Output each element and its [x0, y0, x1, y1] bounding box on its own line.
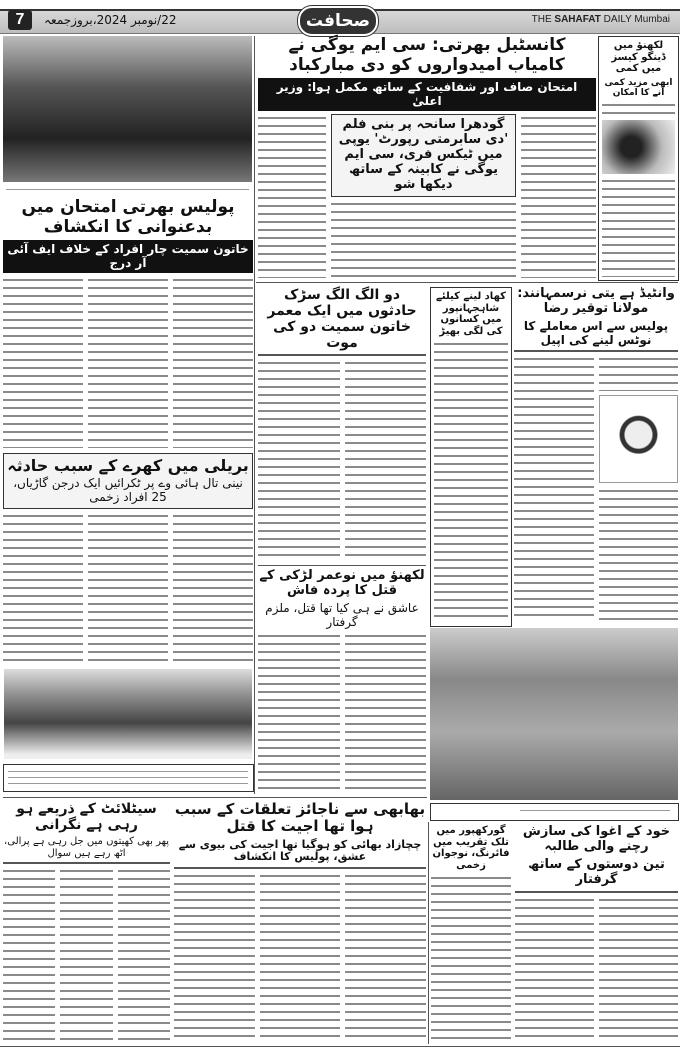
- page-number: 7: [8, 10, 32, 30]
- award-ceremony-photo: [4, 669, 252, 759]
- article-columns: [258, 359, 426, 562]
- story-godhra: [331, 114, 516, 278]
- article-text: [3, 867, 55, 1043]
- subhead-constable: امتحان صاف اور شفافیت کے ساتھ مکمل ہوا: وزیر اعلیٰ: [258, 78, 596, 111]
- headline-ajit: بھابھی سے ناجائز تعلقات کے سبب ہوا تھا اجیت کا قتل: [174, 800, 426, 836]
- subhead-student: تین دوستوں کے ساتھ گرفتار: [528, 856, 665, 887]
- photo-caption: [520, 807, 670, 815]
- article-text: [521, 114, 596, 278]
- column-rule: [254, 36, 255, 794]
- article-columns: [3, 276, 253, 448]
- article-text: [258, 632, 340, 793]
- article-text: [118, 867, 170, 1043]
- article-text: [3, 276, 83, 448]
- article-text: [599, 487, 679, 622]
- article-text: [88, 512, 168, 663]
- photo-caption: [8, 768, 248, 786]
- article-text: [599, 896, 678, 1043]
- story-gorakhpur: [431, 825, 511, 1043]
- mosquito-photo: [602, 120, 675, 174]
- divider: [3, 797, 427, 798]
- headline-fertilizer: کھاد لینے کیلئے شاہجہانپور میں کسانوں کی لگی بھیڑ: [436, 291, 506, 337]
- bottom-rule: [0, 1046, 680, 1047]
- story-lucknow-murder: [258, 569, 426, 793]
- divider: [3, 862, 170, 864]
- article-columns: [174, 872, 426, 1043]
- article-text: [258, 114, 326, 278]
- headline-gorakhpur: گورکھپور میں تلک تقریب میں فائرنگ، نوجوان زخمی: [432, 825, 510, 871]
- divider: [256, 282, 678, 283]
- headline-road-accidents: دو الگ الگ سڑک حادثوں میں ایک معمر خاتون سمیت دو کی موت: [267, 287, 417, 352]
- story-road-accidents: [258, 287, 426, 562]
- article-text: [345, 632, 427, 793]
- story-satellite: [3, 801, 170, 1043]
- dengue-box: [598, 36, 679, 281]
- headline-dengue: لکھنؤ میں ڈینگو کیسز میں کمی: [611, 40, 666, 74]
- article-columns: [514, 355, 678, 622]
- article-text: [88, 276, 168, 448]
- article-columns: [515, 896, 678, 1043]
- headline-godhra: گودھرا سانحہ پر بنی فلم 'دی سابرمتی رپورٹ' یوپی میں ٹیکس فری، سی ایم یوگی نے کابینہ کے ساتھ دیکھا شو: [338, 116, 509, 192]
- headline-wanted: وانٹیڈ ہے یتی نرسمہانند: مولانا توقیر رضا: [517, 286, 675, 316]
- column-rule: [428, 822, 429, 1044]
- article-text: [3, 512, 83, 663]
- article-columns: [258, 114, 596, 278]
- article-text: [514, 355, 594, 622]
- article-columns: [3, 867, 170, 1043]
- subhead-lucknow-murder: عاشق نے ہی کیا تھا قتل، ملزم گرفتار: [265, 600, 419, 629]
- masthead-logo: صحافت: [298, 6, 378, 36]
- article-columns: [258, 632, 426, 793]
- story-ajit: [174, 801, 426, 1043]
- article-text: [173, 276, 253, 448]
- story-student: [515, 825, 678, 1043]
- subhead-satellite: پھر بھی کھیتوں میں جل رہی ہے پرالی، اٹھ رہے ہیں سوال: [4, 836, 169, 859]
- bareilly-headline-box: [3, 453, 253, 509]
- divider: [174, 867, 426, 869]
- article-text: [434, 340, 508, 623]
- headline-police-exam: پولیس بھرتی امتحان میں بدعنوانی کا انکشاف: [21, 197, 235, 237]
- article-text: [515, 896, 594, 1043]
- headline-student: خود کے اغوا کی سازش رچنے والی طالبہ: [522, 824, 671, 854]
- brand-name: SAHAFAT: [554, 14, 601, 25]
- story-wanted: [514, 287, 678, 622]
- headline-satellite: سیٹلائٹ کے ذریعے ہو رہی ہے نگرانی: [16, 801, 157, 834]
- article-text: [345, 872, 426, 1043]
- headline-lucknow-murder: لکھنؤ میں نوعمر لڑکی کے قتل کا پردہ فاش: [259, 568, 425, 598]
- godhra-headline-box: [331, 114, 516, 197]
- article-text: [258, 359, 340, 562]
- article-columns: [3, 512, 253, 663]
- article-text: [431, 874, 511, 1043]
- divider: [258, 565, 426, 566]
- subhead-ajit: چچازاد بھائی کو ہوگیا تھا اجیت کی بیوی سے عشق، پولیس کا انکشاف: [178, 837, 422, 864]
- article-text: [331, 200, 516, 278]
- issue-date: 22/نومبر 2024،بروزجمعہ: [44, 13, 177, 27]
- article-column-with-portrait: [599, 355, 679, 622]
- headline-bareilly: بریلی میں کھرے کے سبب حادثہ: [7, 456, 249, 475]
- subhead-wanted: پولیس سے اس معاملے کا نوٹس لینے کی اپیل: [523, 318, 669, 347]
- article-text: [602, 101, 675, 117]
- divider: [515, 891, 678, 893]
- brand-line: [532, 14, 670, 25]
- story-bareilly: [3, 453, 253, 663]
- article-text: [345, 359, 427, 562]
- subhead-dengue: ابھی مزید کمی آنے کا امکان: [604, 77, 673, 98]
- fertilizer-box: [430, 287, 512, 627]
- article-text: [60, 867, 112, 1043]
- brand-prefix: THE: [531, 14, 552, 25]
- article-text: [174, 872, 255, 1043]
- village-photo: [430, 628, 678, 800]
- story-constable: [258, 36, 596, 278]
- cinema-photo: [3, 36, 252, 182]
- photo-caption: [6, 186, 249, 194]
- divider: [514, 350, 678, 352]
- article-text: [260, 872, 341, 1043]
- article-text: [602, 177, 675, 277]
- maulana-portrait: [599, 395, 679, 483]
- divider: [258, 354, 426, 356]
- story-police-exam: [3, 198, 253, 448]
- article-text: [173, 512, 253, 663]
- headline-constable: کانسٹبل بھرتی: سی ایم یوگی نے کامیاب امیدواروں کو دی مبارکباد: [288, 35, 566, 75]
- subhead-police-exam: خاتون سمیت چار افراد کے خلاف ایف آئی آر درج: [3, 240, 253, 273]
- brand-suffix: DAILY Mumbai: [603, 14, 670, 25]
- subhead-bareilly: نینی تال ہائی وے پر ٹکرائیں ایک درجن گاڑیاں، 25 افراد زخمی: [13, 476, 243, 505]
- article-text: [599, 355, 679, 391]
